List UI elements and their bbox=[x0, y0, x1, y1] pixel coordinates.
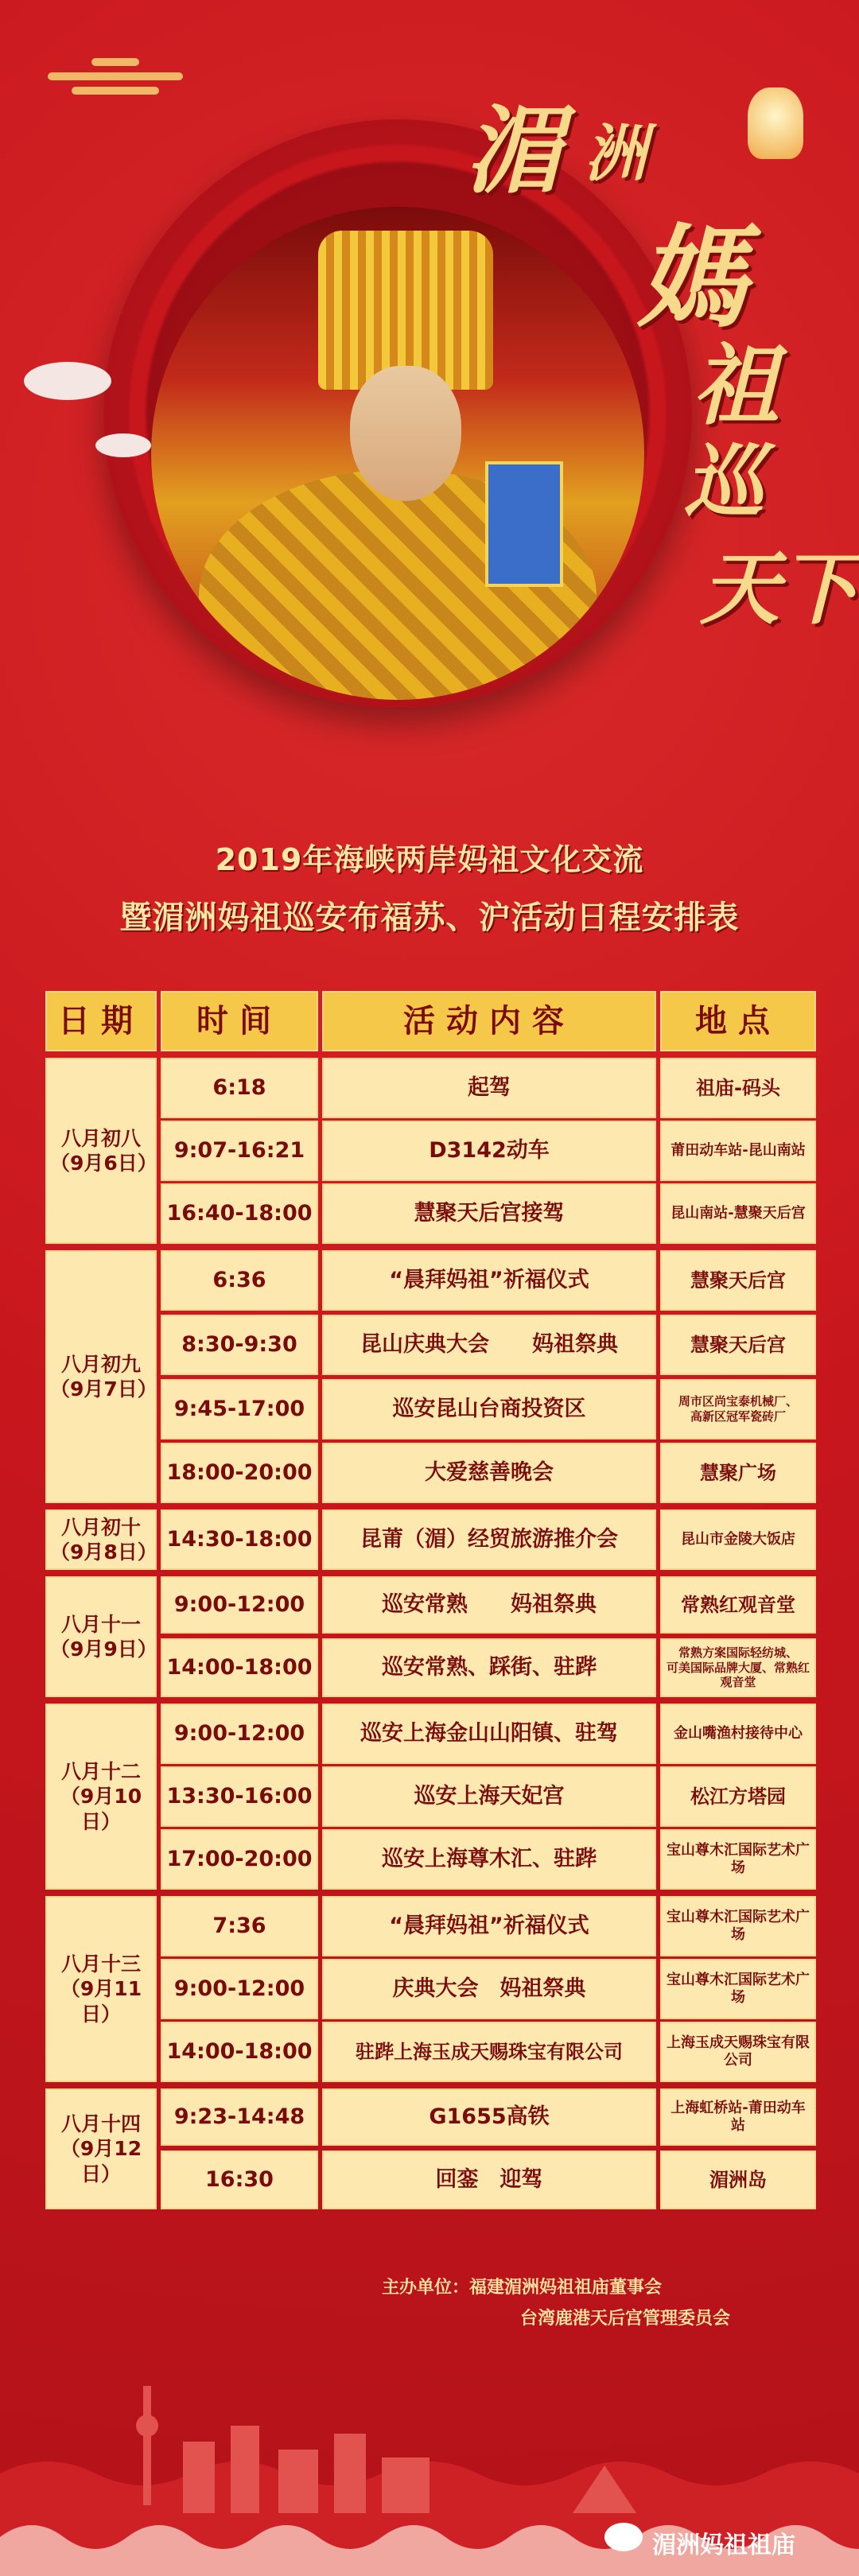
sky-lantern-icon bbox=[748, 87, 803, 159]
date-cell: 八月十二 （9月10日） bbox=[45, 1704, 157, 1890]
hero-title-char: 媽 bbox=[636, 213, 748, 344]
column-header-activity: 活动内容 bbox=[322, 991, 656, 1051]
place-cell: 上海玉成天赐珠宝有限公司 bbox=[660, 2022, 816, 2082]
time-cell: 13:30-16:00 bbox=[161, 1766, 318, 1827]
place-cell: 慧聚广场 bbox=[660, 1443, 816, 1503]
statue-face bbox=[350, 366, 461, 501]
activity-cell: 巡安常熟、踩街、驻跸 bbox=[322, 1638, 656, 1697]
schedule-title-line1: 2019年海峡两岸妈祖文化交流 bbox=[215, 842, 644, 877]
column-header-place: 地点 bbox=[660, 991, 816, 1051]
activity-cell: 回銮 迎驾 bbox=[322, 2151, 656, 2209]
activity-cell: D3142动车 bbox=[322, 1121, 656, 1181]
cloud-icon bbox=[95, 433, 151, 457]
activity-cell: 起驾 bbox=[322, 1058, 656, 1118]
activity-cell: 大爱慈善晚会 bbox=[322, 1443, 656, 1503]
hero-title-char: 天下 bbox=[700, 542, 859, 635]
activity-cell: 驻跸上海玉成天赐珠宝有限公司 bbox=[322, 2022, 656, 2082]
activity-cell: 巡安上海金山山阳镇、驻驾 bbox=[322, 1704, 656, 1764]
place-cell: 常熟方案国际轻纺城、 可美国际品牌大厦、常熟红观音堂 bbox=[660, 1638, 816, 1697]
date-cell: 八月十四 （9月12日） bbox=[45, 2088, 157, 2209]
place-cell: 常熟红观音堂 bbox=[660, 1576, 816, 1634]
time-cell: 14:30-18:00 bbox=[161, 1509, 318, 1570]
organizer-name-2: 台湾鹿港天后宫管理委员会 bbox=[520, 2309, 731, 2329]
activity-cell: 庆典大会 妈祖祭典 bbox=[322, 1959, 656, 2019]
time-cell: 9:07-16:21 bbox=[161, 1121, 318, 1181]
place-cell: 湄洲岛 bbox=[660, 2151, 816, 2209]
organizer-label: 主办单位： bbox=[382, 2278, 470, 2298]
time-cell: 7:36 bbox=[161, 1896, 318, 1956]
column-header-time: 时间 bbox=[161, 991, 318, 1051]
organizer-line bbox=[382, 2274, 662, 2298]
place-cell: 慧聚天后宫 bbox=[660, 1315, 816, 1375]
organizer-name: 福建湄洲妈祖祖庙董事会 bbox=[469, 2278, 663, 2298]
date-cell: 八月初十 （9月8日） bbox=[45, 1509, 157, 1570]
time-cell: 8:30-9:30 bbox=[161, 1315, 318, 1375]
place-cell: 松江方塔园 bbox=[660, 1766, 816, 1827]
activity-cell: G1655高铁 bbox=[322, 2088, 656, 2146]
activity-cell: “晨拜妈祖”祈福仪式 bbox=[322, 1250, 656, 1311]
activity-cell: 巡安上海尊木汇、驻跸 bbox=[322, 1829, 656, 1890]
place-cell: 金山嘴渔村接待中心 bbox=[660, 1704, 816, 1764]
place-cell: 上海虹桥站-莆田动车站 bbox=[660, 2088, 816, 2146]
time-cell: 6:36 bbox=[161, 1250, 318, 1311]
activity-cell: 昆山庆典大会 妈祖祭典 bbox=[322, 1315, 656, 1375]
date-cell: 八月十三 （9月11日） bbox=[45, 1896, 157, 2082]
time-cell: 18:00-20:00 bbox=[161, 1443, 318, 1503]
place-cell: 周市区尚宝泰机械厂、 高新区冠军瓷砖厂 bbox=[660, 1379, 816, 1440]
time-cell: 16:30 bbox=[161, 2151, 318, 2209]
place-cell: 昆山市金陵大饭店 bbox=[660, 1509, 816, 1570]
activity-cell: “晨拜妈祖”祈福仪式 bbox=[322, 1896, 656, 1956]
time-cell: 14:00-18:00 bbox=[161, 1638, 318, 1697]
mazu-statue-photo bbox=[151, 207, 644, 700]
activity-cell: 巡安常熟 妈祖祭典 bbox=[322, 1576, 656, 1634]
place-cell: 祖庙-码头 bbox=[660, 1058, 816, 1118]
activity-cell: 昆莆（湄）经贸旅游推介会 bbox=[322, 1509, 656, 1570]
time-cell: 9:00-12:00 bbox=[161, 1704, 318, 1764]
place-cell: 宝山尊木汇国际艺术广场 bbox=[660, 1959, 816, 2019]
time-cell: 6:18 bbox=[161, 1058, 318, 1118]
hero-title-char: 巡 bbox=[684, 434, 764, 528]
time-cell: 9:23-14:48 bbox=[161, 2088, 318, 2146]
time-cell: 17:00-20:00 bbox=[161, 1829, 318, 1890]
wechat-icon bbox=[604, 2523, 643, 2551]
place-cell: 慧聚天后宫 bbox=[660, 1250, 816, 1311]
hero-title-char: 洲 bbox=[585, 118, 647, 190]
column-header-date: 日期 bbox=[45, 991, 157, 1051]
watermark-text: 湄洲妈祖祖庙 bbox=[652, 2531, 795, 2559]
time-cell: 14:00-18:00 bbox=[161, 2022, 318, 2082]
place-cell: 昆山南站-慧聚天后宫 bbox=[660, 1183, 816, 1244]
date-cell: 八月十一 （9月9日） bbox=[45, 1576, 157, 1697]
activity-cell: 巡安上海天妃宫 bbox=[322, 1766, 656, 1827]
time-cell: 9:00-12:00 bbox=[161, 1576, 318, 1634]
time-cell: 16:40-18:00 bbox=[161, 1183, 318, 1244]
hero-title-char: 湄 bbox=[465, 95, 561, 207]
activity-cell: 巡安昆山台商投资区 bbox=[322, 1379, 656, 1440]
place-cell: 宝山尊木汇国际艺术广场 bbox=[660, 1829, 816, 1890]
hero-title-char: 祖 bbox=[692, 334, 779, 437]
time-cell: 9:45-17:00 bbox=[161, 1379, 318, 1440]
date-cell: 八月初八 （9月6日） bbox=[45, 1058, 157, 1244]
cloud-icon bbox=[24, 362, 111, 400]
schedule-title-line2: 暨湄洲妈祖巡安布福苏、沪活动日程安排表 bbox=[119, 899, 740, 936]
place-cell: 宝山尊木汇国际艺术广场 bbox=[660, 1896, 816, 1956]
decorative-lines bbox=[48, 52, 183, 115]
blue-plaque bbox=[485, 461, 563, 587]
place-cell: 莆田动车站-昆山南站 bbox=[660, 1121, 816, 1181]
date-cell: 八月初九 （9月7日） bbox=[45, 1250, 157, 1503]
activity-cell: 慧聚天后宫接驾 bbox=[322, 1183, 656, 1244]
time-cell: 9:00-12:00 bbox=[161, 1959, 318, 2019]
